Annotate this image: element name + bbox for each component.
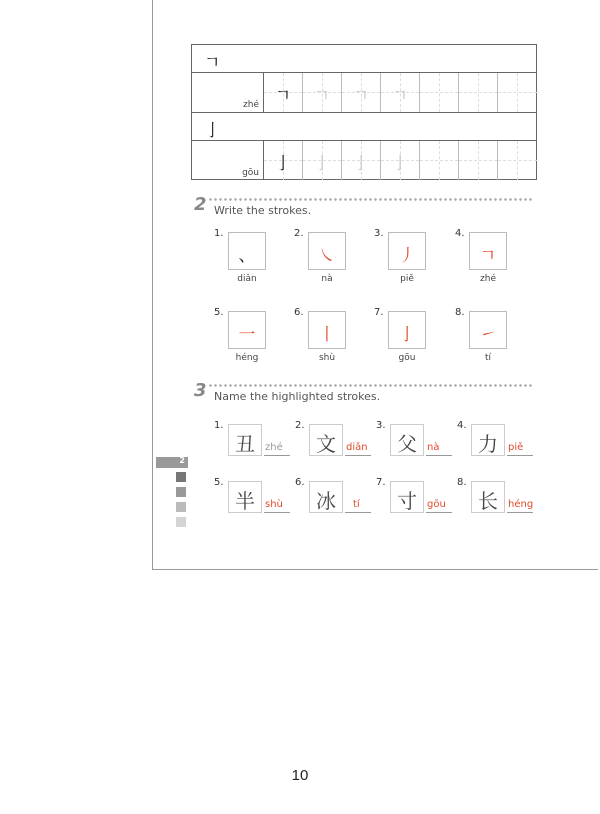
character-box xyxy=(390,424,424,456)
character-box xyxy=(309,424,343,456)
dotted-divider xyxy=(208,384,532,387)
tab-square xyxy=(176,472,186,482)
stroke-answer: 丨 xyxy=(318,325,336,345)
character-box xyxy=(471,424,505,456)
answer-text[interactable]: tí xyxy=(353,499,360,510)
model-stroke: 亅 xyxy=(274,154,292,174)
character: 半 xyxy=(235,489,255,513)
stroke-glyph: ㄱ xyxy=(204,53,221,73)
tab-square xyxy=(176,517,186,527)
name-stroke-item xyxy=(214,420,283,456)
answer-text[interactable]: gōu xyxy=(427,499,446,510)
stroke-answer: ㇏ xyxy=(318,246,336,266)
trace-stroke: 亅 xyxy=(313,154,331,174)
item-number: 7. xyxy=(374,307,384,318)
item-number: 5. xyxy=(214,477,224,488)
pinyin-label: tí xyxy=(484,353,492,363)
trace-row xyxy=(192,141,536,181)
stroke-header-row xyxy=(192,113,536,141)
item-number: 3. xyxy=(376,420,386,431)
item-number: 7. xyxy=(376,477,386,488)
pinyin-label-cell xyxy=(192,73,264,112)
answer-text[interactable]: héng xyxy=(508,499,534,510)
chapter-tab xyxy=(156,457,188,468)
character: 寸 xyxy=(397,489,417,513)
name-stroke-item xyxy=(214,477,283,513)
trace-stroke: ㄱ xyxy=(391,86,409,106)
pinyin-label: diǎn xyxy=(237,274,257,284)
stroke-answer: 一 xyxy=(238,325,256,345)
blank-cell[interactable] xyxy=(498,141,537,180)
answer-box[interactable] xyxy=(228,311,266,349)
pinyin-label: gōu xyxy=(398,353,416,363)
answer-box[interactable] xyxy=(308,232,346,270)
item-number: 4. xyxy=(455,228,465,239)
character: 父 xyxy=(397,432,417,456)
stroke-answer: 亅 xyxy=(398,325,416,345)
item-number: 2. xyxy=(295,420,305,431)
answer-box[interactable] xyxy=(388,311,426,349)
model-stroke: ㄱ xyxy=(274,86,292,106)
item-number: 6. xyxy=(295,477,305,488)
trace-row xyxy=(192,73,536,113)
trace-stroke: ㄱ xyxy=(352,86,370,106)
blank-cell[interactable] xyxy=(420,73,459,112)
page-number: 10 xyxy=(291,767,309,784)
blank-cell[interactable] xyxy=(420,141,459,180)
stroke-answer: ㄱ xyxy=(479,246,497,266)
section-number: 2 xyxy=(194,194,207,215)
answer-line xyxy=(345,455,371,456)
section-number: 3 xyxy=(194,380,207,401)
answer-box[interactable] xyxy=(228,232,266,270)
name-stroke-item xyxy=(295,420,368,456)
character: 长 xyxy=(478,489,498,513)
trace-cell[interactable] xyxy=(303,141,342,180)
write-stroke-item xyxy=(294,228,346,284)
blank-cell[interactable] xyxy=(498,73,537,112)
dotted-divider xyxy=(208,198,532,201)
write-stroke-item xyxy=(455,307,507,363)
pinyin-label: zhé xyxy=(243,100,259,110)
answer-text[interactable]: diǎn xyxy=(346,442,368,453)
write-stroke-item xyxy=(374,307,426,363)
character: 文 xyxy=(316,432,336,456)
item-number: 1. xyxy=(214,420,224,431)
trace-cell[interactable] xyxy=(303,73,342,112)
stroke-answer: ㇀ xyxy=(479,325,497,345)
name-stroke-item xyxy=(376,420,440,456)
pinyin-label: gōu xyxy=(242,168,259,178)
write-stroke-item xyxy=(374,228,426,284)
stroke-trace-table xyxy=(191,44,537,180)
section-title: Write the strokes. xyxy=(214,204,312,217)
answer-line xyxy=(264,455,290,456)
item-number: 3. xyxy=(374,228,384,239)
character-box xyxy=(228,481,262,513)
trace-stroke: 亅 xyxy=(391,154,409,174)
model-cell xyxy=(264,141,303,180)
write-stroke-item xyxy=(294,307,346,363)
item-number: 5. xyxy=(214,307,224,318)
answer-text[interactable]: piě xyxy=(508,442,524,453)
name-stroke-item xyxy=(457,477,534,513)
answer-box[interactable] xyxy=(469,232,507,270)
blank-cell[interactable] xyxy=(459,141,498,180)
name-stroke-item xyxy=(457,420,524,456)
answer-line xyxy=(345,512,371,513)
character-box xyxy=(309,481,343,513)
item-number: 6. xyxy=(294,307,304,318)
stroke-header-row xyxy=(192,45,536,73)
trace-cell[interactable] xyxy=(342,73,381,112)
character: 力 xyxy=(478,432,498,456)
section-title: Name the highlighted strokes. xyxy=(214,390,381,403)
write-stroke-item xyxy=(214,307,266,363)
character: 丑 xyxy=(235,432,255,456)
pinyin-label: zhé xyxy=(480,274,496,284)
answer-line xyxy=(426,455,452,456)
pinyin-label-cell xyxy=(192,141,264,180)
pinyin-label: shù xyxy=(318,353,336,363)
pinyin-label: piě xyxy=(400,274,414,284)
trace-stroke: 亅 xyxy=(352,154,370,174)
trace-stroke: ㄱ xyxy=(313,86,331,106)
answer-text[interactable]: zhé xyxy=(265,442,283,453)
stroke-answer: 、 xyxy=(238,246,256,266)
name-stroke-item xyxy=(295,477,360,513)
character: 冰 xyxy=(316,489,336,513)
answer-line xyxy=(507,512,533,513)
tab-square xyxy=(176,487,186,497)
trace-cell[interactable] xyxy=(381,73,420,112)
trace-cell[interactable] xyxy=(381,141,420,180)
trace-cell[interactable] xyxy=(342,141,381,180)
write-stroke-item xyxy=(455,228,507,284)
character-box xyxy=(228,424,262,456)
answer-line xyxy=(426,512,452,513)
write-stroke-item xyxy=(214,228,266,284)
item-number: 2. xyxy=(294,228,304,239)
item-number: 8. xyxy=(457,477,467,488)
answer-line xyxy=(264,512,290,513)
blank-cell[interactable] xyxy=(459,73,498,112)
chapter-number: 2 xyxy=(179,456,185,465)
model-cell xyxy=(264,73,303,112)
answer-box[interactable] xyxy=(388,232,426,270)
character-box xyxy=(390,481,424,513)
stroke-glyph: 亅 xyxy=(204,121,221,141)
item-number: 8. xyxy=(455,307,465,318)
pinyin-label: nà xyxy=(321,274,333,284)
answer-line xyxy=(507,455,533,456)
answer-text[interactable]: nà xyxy=(427,442,440,453)
item-number: 4. xyxy=(457,420,467,431)
pinyin-label: héng xyxy=(235,353,259,363)
character-box xyxy=(471,481,505,513)
answer-box[interactable] xyxy=(308,311,346,349)
answer-box[interactable] xyxy=(469,311,507,349)
item-number: 1. xyxy=(214,228,224,239)
tab-square xyxy=(176,502,186,512)
stroke-answer: 丿 xyxy=(398,246,416,266)
answer-text[interactable]: shù xyxy=(265,499,283,510)
name-stroke-item xyxy=(376,477,446,513)
